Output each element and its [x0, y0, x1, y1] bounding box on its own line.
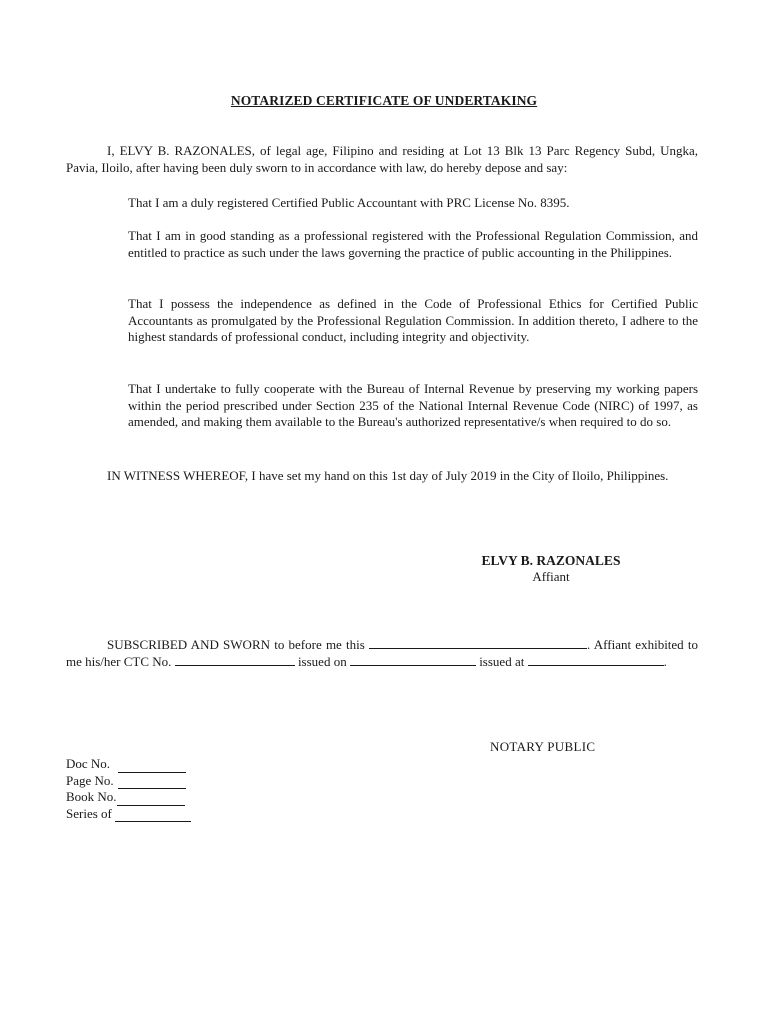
- affiant-role: Affiant: [532, 569, 570, 584]
- issued-on-blank-line: [350, 654, 476, 666]
- intro-paragraph: I, ELVY B. RAZONALES, of legal age, Filipino and residing at Lot 13 Blk 13 Parc Regency Subd, Ungka, Pavia, Iloilo, after having been duly sworn to in accordance with law, do hereby depose and say:: [66, 143, 698, 175]
- series-row: [66, 806, 191, 823]
- jurat-text-2: . Affiant exhibited to me his/her CTC No.: [66, 637, 699, 669]
- doc-no-line: [118, 760, 186, 773]
- series-label: Series of: [66, 805, 112, 821]
- jurat-paragraph: [66, 637, 698, 670]
- undertaking-item-2: That I am in good standing as a professional registered with the Professional Regulation Commission, and entitled to practice as such under the laws governing the practice of public accounting in the Philippines.: [128, 228, 698, 260]
- book-no-line: [117, 793, 185, 806]
- signature-block: [451, 552, 651, 585]
- jurat-text-3: issued on: [294, 653, 350, 669]
- page-no-line: [118, 776, 186, 789]
- jurat-text-1: SUBSCRIBED AND SWORN to before me this: [107, 637, 370, 652]
- notary-public-label: NOTARY PUBLIC: [490, 739, 596, 754]
- doc-no-label: Doc No.: [66, 756, 111, 771]
- witness-paragraph: IN WITNESS WHEREOF, I have set my hand on this 1st day of July 2019 in the City of Iloilo, Philippines.: [107, 468, 669, 483]
- undertaking-item-4: That I undertake to fully cooperate with the Bureau of Internal Revenue by preserving my working papers within the period prescribed under Section 235 of the National Internal Revenue Code (NIRC) of 1997, as amended, and making them available to the Bureau's authorized representative/s when required to do so.: [128, 381, 698, 429]
- document-title: NOTARIZED CERTIFICATE OF UNDERTAKING: [230, 93, 538, 108]
- jurat-text-4: issued at: [475, 653, 528, 669]
- undertaking-item-3: That I possess the independence as defined in the Code of Professional Ethics for Certified Public Accountants as promulgated by the Professional Regulation Commission. In addition thereto, I adhere to the highest standards of professional conduct, including integrity and objectivity.: [128, 296, 698, 344]
- affiant-name: ELVY B. RAZONALES: [481, 553, 621, 568]
- date-blank-line: [369, 637, 587, 649]
- book-no-label: Book No.: [66, 789, 117, 804]
- notarial-register: [66, 756, 191, 822]
- book-no-row: [66, 789, 191, 806]
- series-line: [115, 809, 191, 822]
- page-no-label: Page No.: [66, 772, 114, 788]
- jurat-text-5: .: [663, 653, 667, 669]
- ctc-blank-line: [175, 654, 295, 666]
- page-no-row: [66, 773, 191, 790]
- doc-no-row: [66, 756, 191, 773]
- undertaking-item-1: That I am a duly registered Certified Public Accountant with PRC License No. 8395.: [128, 195, 570, 210]
- issued-at-blank-line: [528, 654, 664, 666]
